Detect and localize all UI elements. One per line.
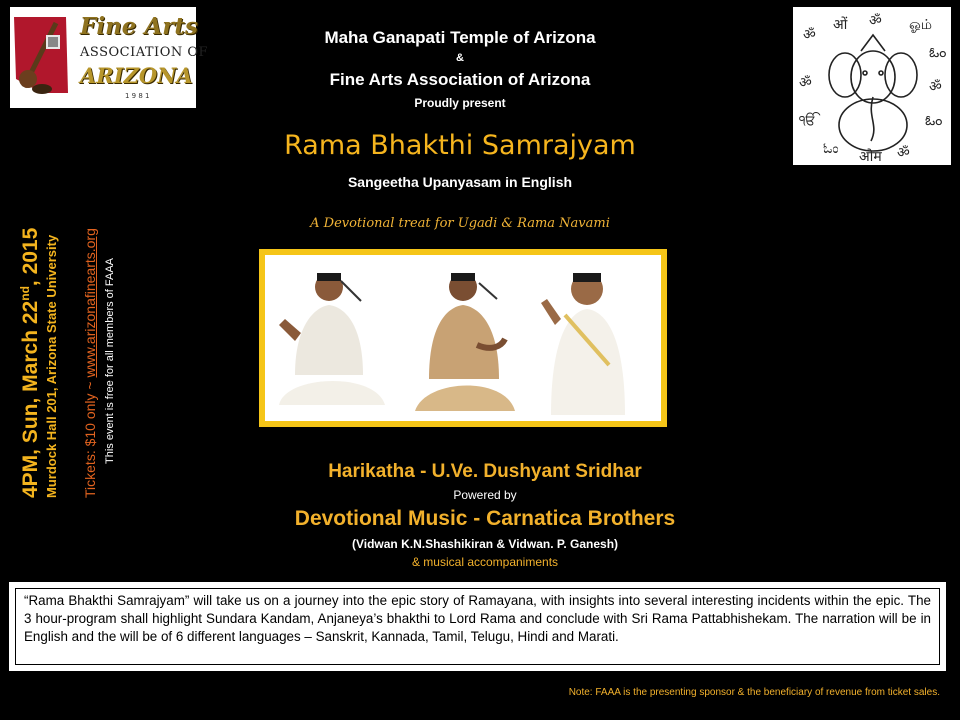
performers-photo: [265, 255, 661, 421]
svg-text:ॐ: ॐ: [929, 79, 942, 95]
harikatha-performer: Harikatha - U.Ve. Dushyant Sridhar: [328, 461, 642, 482]
svg-text:ॐ: ॐ: [799, 75, 812, 91]
svg-text:ॐ: ॐ: [897, 145, 910, 161]
svg-text:ੴ: ੴ: [799, 113, 817, 129]
powered-by: Powered by: [453, 488, 517, 502]
logo-line-arizona: ARIZONA: [80, 63, 193, 88]
members-free-note: This event is free for all members of FAAA: [104, 257, 116, 464]
svg-text:ओम: ओम: [859, 149, 882, 165]
performers-photo-frame: [259, 249, 667, 427]
event-tagline: A Devotional treat for Ugadi & Rama Navami: [310, 216, 610, 231]
proudly-present: Proudly present: [414, 96, 506, 110]
ticket-info: Tickets: $10 only ~ www.arizonafinearts.org: [82, 228, 98, 498]
svg-text:ஓம்: ஓம்: [909, 17, 933, 33]
event-venue: Murdock Hall 201, Arizona State University: [44, 234, 59, 498]
devotional-music-performers: Devotional Music - Carnatica Brothers: [294, 507, 676, 530]
musical-accompaniments: & musical accompaniments: [411, 555, 559, 569]
performers-image: [265, 255, 661, 421]
logo-line-fine-arts: Fine Arts: [80, 13, 198, 40]
ganesha-icon: [793, 7, 951, 165]
sponsor-note: Note: FAAA is the presenting sponsor & the beneficiary of revenue from ticket sales.: [568, 687, 940, 698]
svg-text:ॐ: ॐ: [869, 13, 882, 29]
logo-line-association: ASSOCIATION OF: [80, 45, 209, 60]
svg-text:ఓం: ఓం: [929, 45, 947, 61]
event-subtitle: Sangeetha Upanyasam in English: [347, 174, 573, 190]
performer-1-figure: [279, 273, 385, 405]
description-box: [9, 582, 946, 671]
presenter-temple: Maha Ganapati Temple of Arizona: [324, 28, 596, 47]
svg-text:ఓం: ఓం: [925, 113, 943, 129]
ticket-website-link[interactable]: www.arizonafinearts.org: [82, 228, 98, 378]
svg-text:ॐ: ॐ: [803, 27, 816, 43]
performer-3-figure: [541, 273, 625, 415]
event-title: Rama Bhakthi Samrajyam: [284, 130, 636, 161]
ganesha-illustration: [793, 7, 951, 165]
fine-arts-logo: [10, 7, 209, 108]
vidwan-names: (Vidwan K.N.Shashikiran & Vidwan. P. Ganesh): [351, 537, 619, 551]
arizona-map-instrument-icon: [12, 13, 72, 97]
date-ordinal-suffix: nd: [18, 286, 32, 301]
svg-text:ओं: ओं: [833, 17, 848, 33]
performer-2-figure: [415, 273, 515, 411]
ampersand: &: [456, 52, 464, 64]
logo-year: 1 9 8 1: [125, 92, 150, 100]
presenter-faaa: Fine Arts Association of Arizona: [329, 70, 591, 89]
svg-text:ಓಂ: ಓಂ: [823, 141, 839, 157]
event-description: “Rama Bhakthi Samrajyam” will take us on a journey into the epic story of Ramayana, with insights into several interesting incidents within the epic. The 3 hour-program shall highlight Sundara Kandam, Anjaneya’s bhakthi to Lord Rama and conclude with Sri Rama Pattabhishekam. The narration will be in English and the will be of 6 different languages – Sanskrit, Kannada, Tamil, Telugu, Hindi and Marati.: [15, 588, 940, 665]
event-date-time: 4PM, Sun, March 22nd, 2015: [18, 227, 42, 498]
